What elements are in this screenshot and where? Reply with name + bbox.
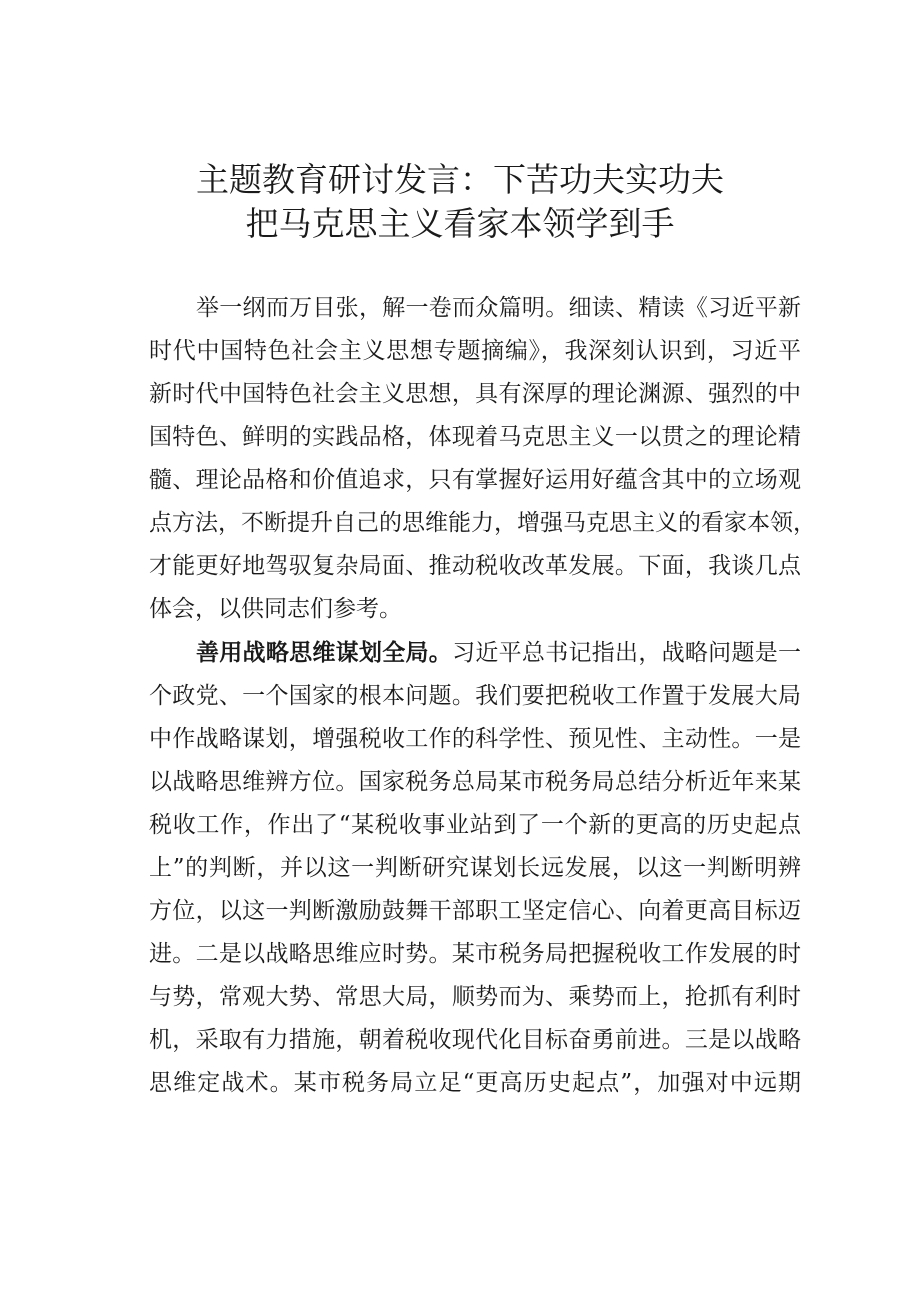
paragraph-1-line: 国特色、鲜明的实践品格，体现着马克思主义一以贯之的理论精 (149, 424, 801, 450)
paragraph-2-line: 税收工作，作出了“某税收事业站到了一个新的更高的历史起点 (149, 812, 801, 838)
paragraph-1-line: 点方法，不断提升自己的思维能力，增强马克思主义的看家本领， (149, 510, 816, 536)
document-title-line-2: 把马克思主义看家本领学到手 (245, 204, 675, 243)
paragraph-2-line: 与势，常观大势、常思大局，顺势而为、乘势而上，抢抓有利时 (149, 984, 801, 1010)
paragraph-1-line: 新时代中国特色社会主义思想，具有深厚的理论渊源、强烈的中 (149, 381, 801, 407)
paragraph-1-line: 髓、理论品格和价值追求，只有掌握好运用好蕴含其中的立场观 (149, 467, 801, 493)
paragraph-1-line: 才能更好地驾驭复杂局面、推动税收改革发展。下面，我谈几点 (149, 553, 801, 579)
paragraph-2-line: 中作战略谋划，增强税收工作的科学性、预见性、主动性。一是 (149, 726, 801, 752)
paragraph-2-line: 上”的判断，并以这一判断研究谋划长远发展，以这一判断明辨 (149, 855, 801, 881)
paragraph-2-line: 进。二是以战略思维应时势。某市税务局把握税收工作发展的时 (149, 941, 801, 967)
paragraph-1-line: 举一纲而万目张，解一卷而众篇明。细读、精读《习近平新 (196, 295, 801, 321)
document-title-line-1: 主题教育研讨发言：下苦功夫实功夫 (196, 160, 724, 199)
paragraph-2-line: 思维定战术。某市税务局立足“更高历史起点”，加强对中远期 (149, 1070, 801, 1096)
paragraph-2-line: 机，采取有力措施，朝着税收现代化目标奋勇前进。三是以战略 (149, 1027, 801, 1053)
paragraph-2-line: 习近平总书记指出，战略问题是一 (452, 640, 802, 666)
paragraph-2-line: 以战略思维辨方位。国家税务总局某市税务局总结分析近年来某 (149, 769, 801, 795)
paragraph-1-line: 时代中国特色社会主义思想专题摘编》，我深刻认识到，习近平 (149, 338, 801, 364)
paragraph-2-line: 个政党、一个国家的根本问题。我们要把税收工作置于发展大局 (149, 683, 801, 709)
paragraph-1-line: 体会，以供同志们参考。 (149, 596, 402, 622)
paragraph-2-first-line (196, 638, 801, 668)
paragraph-2-line: 方位，以这一判断激励鼓舞干部职工坚定信心、向着更高目标迈 (149, 898, 801, 924)
paragraph-2-heading: 善用战略思维谋划全局。 (196, 639, 453, 666)
